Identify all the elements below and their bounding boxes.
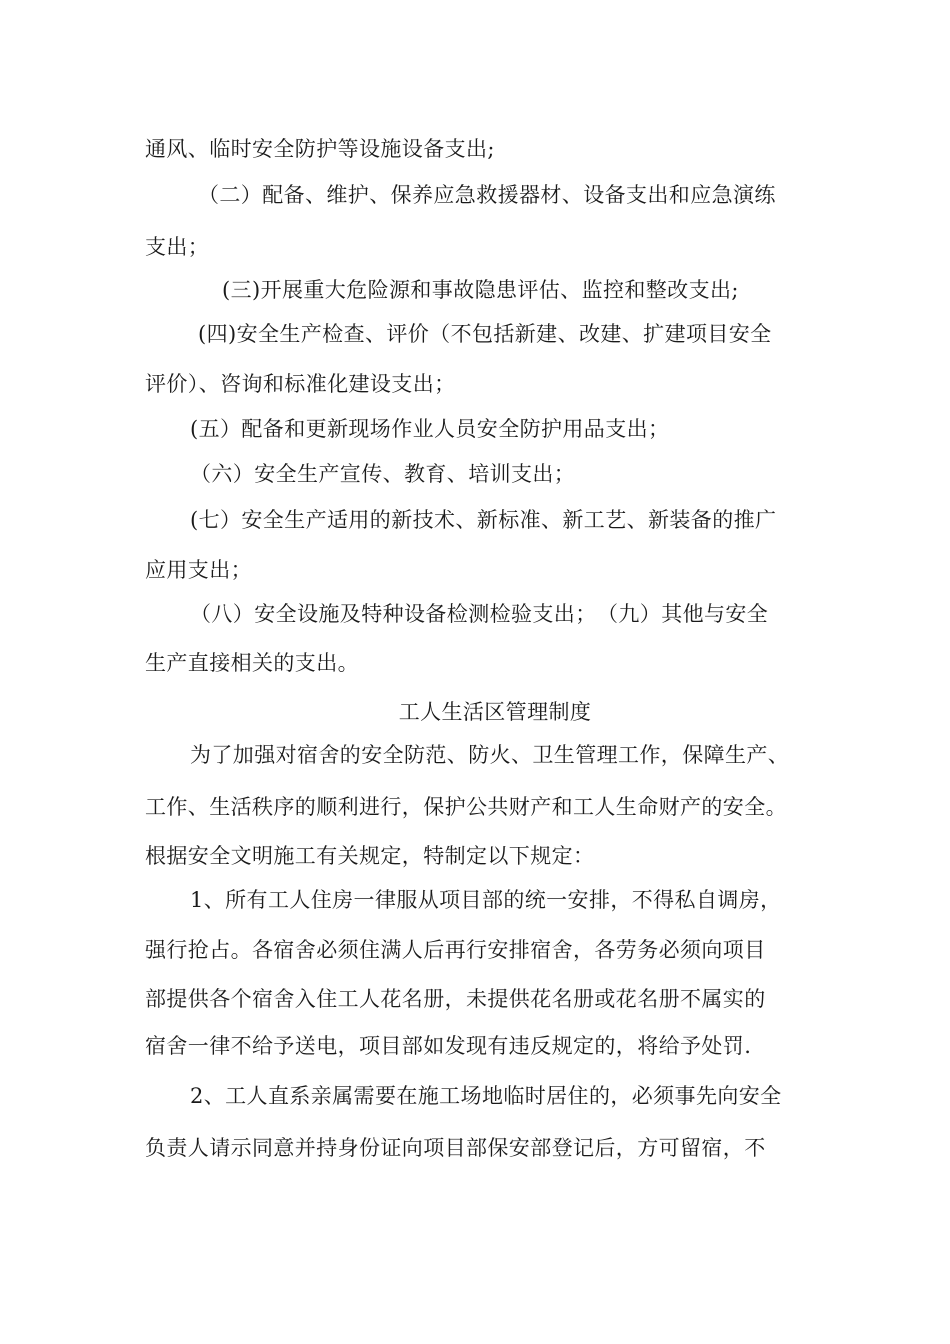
section-title: 工人生活区管理制度 <box>398 700 592 724</box>
text-line: 应用支出； <box>145 558 252 582</box>
text-line: 2、工人直系亲属需要在施工场地临时居住的，必须事先向安全 <box>190 1084 782 1108</box>
text-line: (五）配备和更新现场作业人员安全防护用品支出； <box>190 417 670 441</box>
text-line: （六）安全生产宣传、教育、培训支出； <box>190 462 576 486</box>
text-line: 工作、生活秩序的顺利进行，保护公共财产和工人生命财产的安全。 <box>145 795 787 819</box>
text-line: (七）安全生产适用的新技术、新标准、新工艺、新装备的推广 <box>190 508 777 532</box>
text-line: 评价）、咨询和标准化建设支出； <box>145 372 456 396</box>
text-line: （八）安全设施及特种设备检测检验支出； （九）其他与安全 <box>190 602 769 626</box>
text-line: 生产直接相关的支出。 <box>145 651 359 675</box>
text-line: 通风、临时安全防护等设施设备支出; <box>145 137 495 161</box>
text-line: 支出； <box>145 235 210 259</box>
text-line: 1、所有工人住房一律服从项目部的统一安排，不得私自调房， <box>190 888 782 912</box>
text-line: 根据安全文明施工有关规定，特制定以下规定： <box>145 844 595 868</box>
text-line: 宿舍一律不给予送电，项目部如发现有违反规定的，将给予处罚. <box>145 1034 752 1058</box>
text-line: (四)安全生产检查、评价（不包括新建、改建、扩建项目安全 <box>198 322 772 346</box>
text-line: 为了加强对宿舍的安全防范、防火、卫生管理工作，保障生产、 <box>190 743 790 767</box>
text-line: 强行抢占。各宿舍必须住满人后再行安排宿舍，各劳务必须向项目 <box>145 938 766 962</box>
text-line: 负责人请示同意并持身份证向项目部保安部登记后，方可留宿，不 <box>145 1136 766 1160</box>
text-line: (三)开展重大危险源和事故隐患评估、监控和整改支出; <box>222 278 739 302</box>
text-line: 部提供各个宿舍入住工人花名册，未提供花名册或花名册不属实的 <box>145 987 766 1011</box>
text-line: （二）配备、维护、保养应急救援器材、设备支出和应急演练 <box>198 183 776 207</box>
